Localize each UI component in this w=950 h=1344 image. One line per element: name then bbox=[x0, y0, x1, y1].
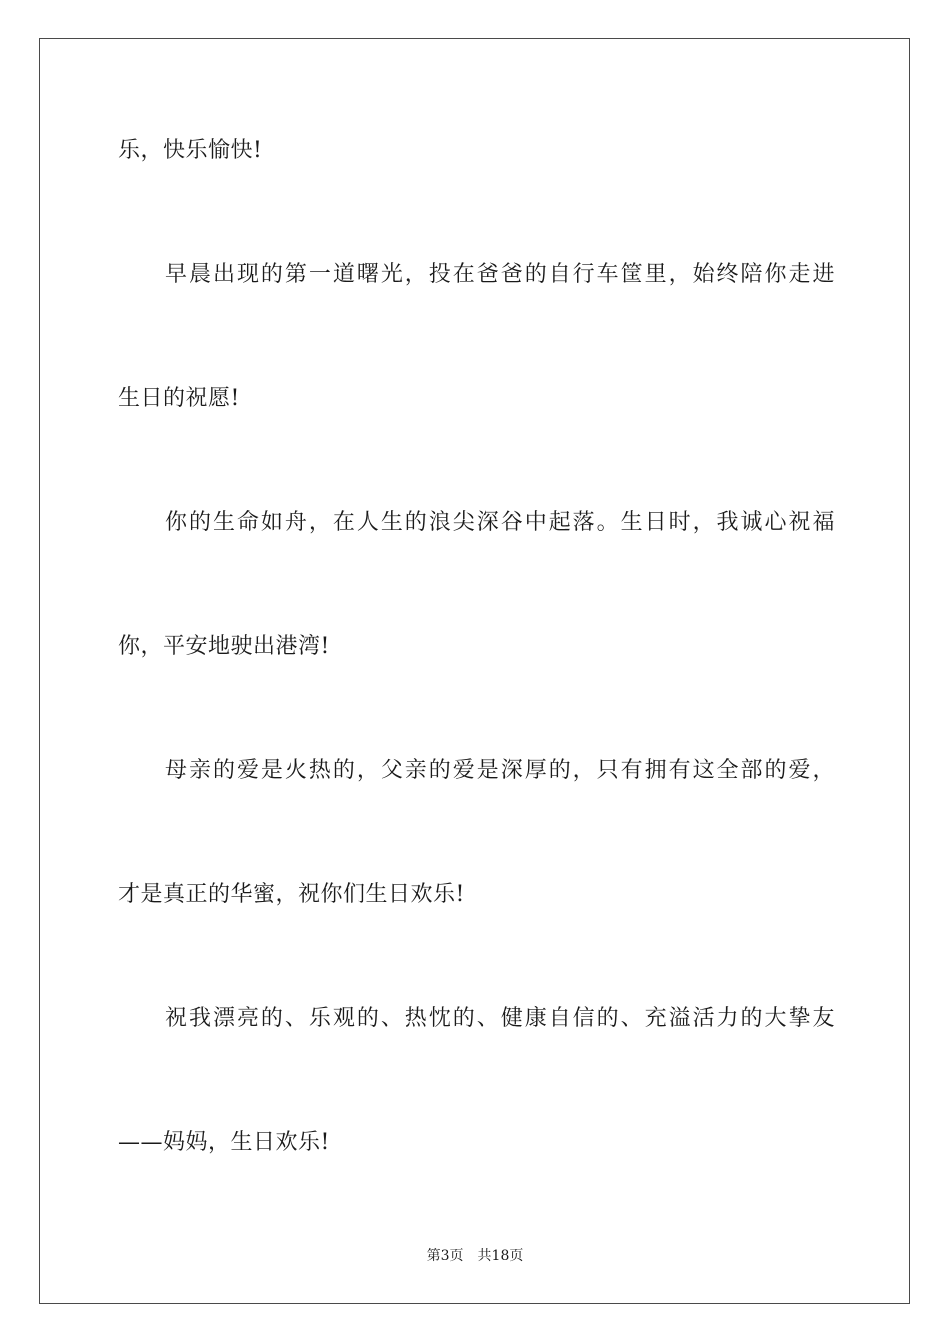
text-line-8: 祝我漂亮的、乐观的、热忱的、健康自信的、充溢活力的大挚友 bbox=[165, 1006, 835, 1031]
page-frame bbox=[39, 38, 910, 1304]
text-line-5: 你，平安地驶出港湾! bbox=[118, 634, 330, 659]
text-line-1: 乐，快乐愉快! bbox=[118, 138, 263, 163]
text-line-6: 母亲的爱是火热的，父亲的爱是深厚的，只有拥有这全部的爱， bbox=[165, 758, 835, 783]
text-line-4: 你的生命如舟，在人生的浪尖深谷中起落。生日时，我诚心祝福 bbox=[165, 510, 835, 535]
text-line-7: 才是真正的华蜜，祝你们生日欢乐! bbox=[118, 882, 465, 907]
page-number: 第3页 bbox=[426, 1248, 464, 1264]
text-line-3: 生日的祝愿! bbox=[118, 386, 240, 411]
page-total: 共18页 bbox=[477, 1248, 524, 1264]
page-footer bbox=[0, 1246, 950, 1266]
text-line-2: 早晨出现的第一道曙光，投在爸爸的自行车筐里，始终陪你走进 bbox=[165, 262, 835, 287]
text-line-9: ——妈妈，生日欢乐! bbox=[118, 1130, 330, 1155]
